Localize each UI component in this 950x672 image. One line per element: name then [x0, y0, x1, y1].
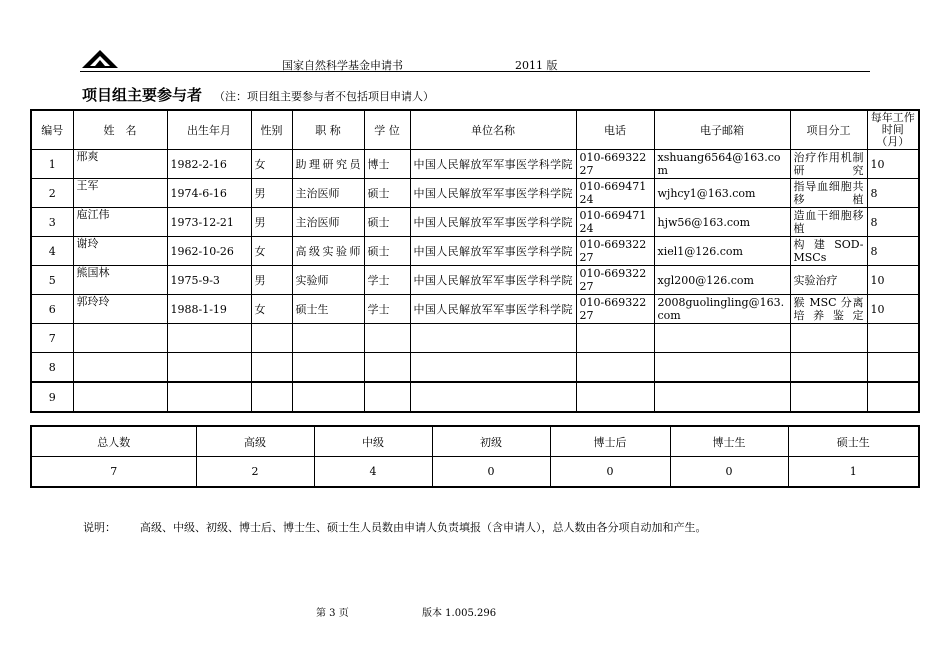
cell-phone: 010-66932227	[576, 266, 654, 295]
summary-header-row	[31, 426, 919, 457]
cell-unit: 中国人民解放军军事医学科学院	[410, 208, 576, 237]
summary-value-postdoc: 0	[550, 457, 670, 488]
col-header-phone: 电话	[576, 110, 654, 150]
members-table	[30, 109, 920, 413]
cell-birth: 1988-1-19	[167, 295, 251, 324]
cell-sex: 男	[251, 266, 292, 295]
summary-value-intermediate: 4	[314, 457, 432, 488]
cell-role: 指导血细胞共移植	[790, 179, 867, 208]
cell-phone: 010-66932227	[576, 150, 654, 179]
cell-unit: 中国人民解放军军事医学科学院	[410, 179, 576, 208]
footer-version: 版本 1.005.296	[422, 608, 497, 619]
cell-no: 3	[31, 208, 73, 237]
summary-value-senior: 2	[196, 457, 314, 488]
cell-unit: 中国人民解放军军事医学科学院	[410, 237, 576, 266]
cell-role: 实验治疗	[790, 266, 867, 295]
cell-email: 2008guolingling@163.com	[654, 295, 790, 324]
col-header-email: 电子邮箱	[654, 110, 790, 150]
cell-months: 10	[867, 266, 919, 295]
table-row-empty	[31, 353, 919, 383]
cell-degree: 硕士	[364, 179, 410, 208]
cell-no: 5	[31, 266, 73, 295]
cell-role: 猴 MSC 分离培养鉴定	[790, 295, 867, 324]
nsfc-logo-icon	[80, 46, 120, 72]
footer-page-number: 第 3 页	[316, 608, 349, 619]
cell-unit: 中国人民解放军军事医学科学院	[410, 295, 576, 324]
table-row	[31, 237, 919, 266]
summary-value-master: 1	[788, 457, 919, 488]
summary-table	[30, 425, 920, 488]
col-header-degree: 学 位	[364, 110, 410, 150]
cell-phone: 010-66947124	[576, 179, 654, 208]
cell-months: 8	[867, 179, 919, 208]
section-title: 项目组主要参与者	[82, 86, 203, 104]
col-header-birth: 出生年月	[167, 110, 251, 150]
table-row	[31, 150, 919, 179]
cell-name: 郭玲玲	[73, 295, 167, 324]
cell-birth: 1982-2-16	[167, 150, 251, 179]
cell-title: 高级实验师	[292, 237, 364, 266]
table-row-empty	[31, 324, 919, 353]
explanation-note	[83, 519, 707, 535]
header-rule	[80, 71, 870, 72]
cell-months: 8	[867, 208, 919, 237]
cell-sex: 男	[251, 179, 292, 208]
cell-phone: 010-66947124	[576, 208, 654, 237]
cell-sex: 女	[251, 237, 292, 266]
cell-months: 10	[867, 295, 919, 324]
cell-role: 治疗作用机制研究	[790, 150, 867, 179]
cell-no: 9	[31, 382, 73, 412]
table-row	[31, 266, 919, 295]
summary-header-total: 总人数	[31, 426, 196, 457]
summary-header-master: 硕士生	[788, 426, 919, 457]
cell-no: 6	[31, 295, 73, 324]
cell-title: 硕士生	[292, 295, 364, 324]
cell-title: 主治医师	[292, 208, 364, 237]
summary-header-senior: 高级	[196, 426, 314, 457]
cell-months: 8	[867, 237, 919, 266]
cell-role: 造血干细胞移植	[790, 208, 867, 237]
cell-email: xiel1@126.com	[654, 237, 790, 266]
col-header-name: 姓 名	[73, 110, 167, 150]
table-row	[31, 295, 919, 324]
summary-value-total: 7	[31, 457, 196, 488]
table-row	[31, 208, 919, 237]
section-note: （注：项目组主要参与者不包括项目申请人）	[214, 90, 434, 103]
cell-degree: 硕士	[364, 208, 410, 237]
cell-email: xshuang6564@163.com	[654, 150, 790, 179]
summary-header-intermediate: 中级	[314, 426, 432, 457]
col-header-no: 编号	[31, 110, 73, 150]
header-title: 国家自然科学基金申请书	[282, 59, 403, 72]
cell-email: hjw56@163.com	[654, 208, 790, 237]
cell-role: 构建SOD-MSCs	[790, 237, 867, 266]
members-header-row	[31, 110, 919, 150]
cell-email: xgl200@126.com	[654, 266, 790, 295]
summary-header-phd: 博士生	[670, 426, 788, 457]
cell-birth: 1962-10-26	[167, 237, 251, 266]
cell-no: 1	[31, 150, 73, 179]
cell-months: 10	[867, 150, 919, 179]
cell-no: 2	[31, 179, 73, 208]
summary-value-row	[31, 457, 919, 488]
cell-name: 王军	[73, 179, 167, 208]
cell-unit: 中国人民解放军军事医学科学院	[410, 150, 576, 179]
summary-value-phd: 0	[670, 457, 788, 488]
cell-no: 7	[31, 324, 73, 353]
cell-name: 熊国林	[73, 266, 167, 295]
cell-degree: 学士	[364, 295, 410, 324]
cell-name: 庖江伟	[73, 208, 167, 237]
cell-degree: 博士	[364, 150, 410, 179]
col-header-title: 职 称	[292, 110, 364, 150]
table-row	[31, 179, 919, 208]
cell-name: 谢玲	[73, 237, 167, 266]
cell-birth: 1975-9-3	[167, 266, 251, 295]
col-header-months: 每年工作时间（月）	[867, 110, 919, 150]
table-row-empty	[31, 382, 919, 412]
cell-no: 4	[31, 237, 73, 266]
summary-header-postdoc: 博士后	[550, 426, 670, 457]
cell-sex: 男	[251, 208, 292, 237]
cell-birth: 1973-12-21	[167, 208, 251, 237]
cell-title: 助理研究员	[292, 150, 364, 179]
cell-degree: 学士	[364, 266, 410, 295]
cell-title: 主治医师	[292, 179, 364, 208]
header-version: 2011 版	[515, 59, 558, 72]
cell-title: 实验师	[292, 266, 364, 295]
cell-birth: 1974-6-16	[167, 179, 251, 208]
cell-no: 8	[31, 353, 73, 383]
col-header-unit: 单位名称	[410, 110, 576, 150]
cell-sex: 女	[251, 150, 292, 179]
cell-phone: 010-66932227	[576, 237, 654, 266]
cell-unit: 中国人民解放军军事医学科学院	[410, 266, 576, 295]
col-header-sex: 性别	[251, 110, 292, 150]
cell-degree: 硕士	[364, 237, 410, 266]
summary-value-junior: 0	[432, 457, 550, 488]
cell-email: wjhcy1@163.com	[654, 179, 790, 208]
note-label: 说明：	[83, 521, 116, 534]
cell-sex: 女	[251, 295, 292, 324]
summary-header-junior: 初级	[432, 426, 550, 457]
col-header-role: 项目分工	[790, 110, 867, 150]
note-text: 高级、中级、初级、博士后、博士生、硕士生人员数由申请人负责填报（含申请人），总人数由各分项自动加和产生。	[140, 521, 707, 534]
cell-name: 邢爽	[73, 150, 167, 179]
cell-phone: 010-66932227	[576, 295, 654, 324]
